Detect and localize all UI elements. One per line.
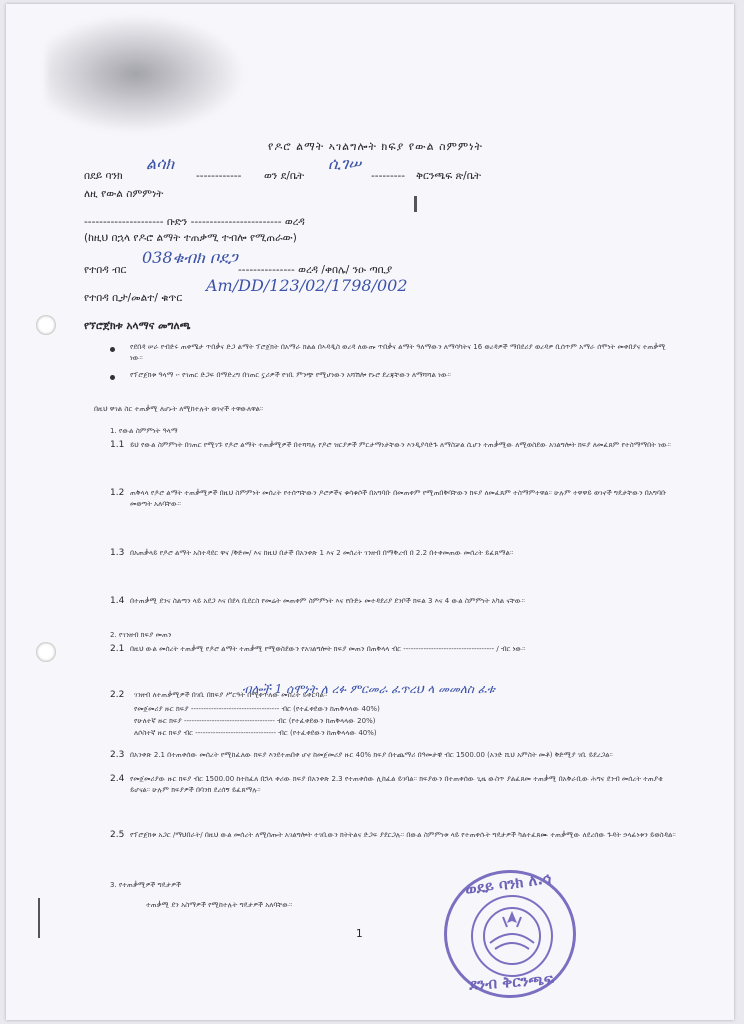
bullet-2-text: የፕሮጀክቱ ዓላማ ፡- የገጠር ድጋፍ በማድረግ በገጠር ኗሪዎች የገቢ ምንጭ የሚሆነውን አሻሽሎ የኑሮ ደረጃቸውን ለማሻሻል ነው።: [130, 371, 451, 379]
bank-stamp: [444, 870, 576, 998]
office-label: ቅርንጫፍ ጽ/ቤት: [416, 170, 482, 182]
stamp-bottom-text: ደንብ ቅርንጫፍ: [468, 970, 555, 994]
clause-1-2-number: 1.2: [110, 488, 125, 498]
handwritten-bank: ልሳክ: [146, 154, 175, 173]
contract-intro: ለዚ የውል ስምምነት: [84, 188, 164, 200]
bullet-1: [110, 347, 115, 352]
stamp-emblem: [471, 895, 553, 977]
clause-2-3-text: በአንቀጽ 2.1 በተጠቀሰው መሰረት የሚከፈለው ክፍያ እንደተጠበቀ ሆኖ ከመጀመሪያ ዙር 40% ክፍያ በተጨማሪ በዓመታዊ ብር 1500.00 (አንድ ሺህ አምስት መቶ) ቅድሚያ ገቢ ይደረጋል።: [130, 751, 613, 759]
bullet-1-text: የደበዳ ሠራ የብድሩ ጠቀሜታ ጥበቃና ድጋ ልማት ፕሮጀክት በአማራ ክልል በኣዳዲስ ወረዳ ለውጡ ጥበቃና ልማት ዓለማውን ለማሳካትና 16 ወረዳዎች ማበደሪያ ወረዳዎ ቢሰጥም አማራ ሰሞነት መቀበያና ተጠቃሚ ነው።: [130, 343, 666, 362]
clause-1-2-text: ጠቅላላ የዶሮ ልማት ተጠቃሚዎች በዚህ ስምምነት መሰረት የተሰጣቸውን ዶሮዎችና ቁሳቁሶች በአግባቡ በመጠቀም የሚጠበቅባቸውን ክፍያ ለመፈጸም ተስማምተዋል። ሁሉም ተዋዋይ ወገኖች ግዴታቸውን በአግባቡ መወጣት አለባቸው።: [130, 489, 667, 508]
id-number-label: የተበዳ ቢታ/መልተ/ ቁጥር: [84, 292, 183, 304]
clause-1-4-number: 1.4: [110, 596, 125, 606]
installment-2: የሁለተኛ ዙር ክፍያ ------------------------------------ ብር (የተፈቀደውን ከጠቅላላው 20%): [134, 717, 376, 725]
punch-hole-top: [36, 315, 56, 335]
punch-hole-bottom: [36, 642, 56, 662]
installment-1: የመጀመሪያ ዙር ክፍያ ----------------------------------- ብር (የተፈቀደውን ከጠቅላላው 40%): [134, 705, 380, 713]
clause-1-3-number: 1.3: [110, 548, 125, 558]
parties-intro: በዚህ ዋገል ስር ተጠቃሚ ለሆኑት ለሚከተሉት ወገኖች ተዋውለዋል።: [94, 405, 264, 413]
handwritten-payment-note: ብሎች 1 ሰሞነት ለ ረፉ ምርመራ ፈጥረህ ላ መመለስ ፈቱ: [242, 682, 495, 696]
team-district-line: --------------------- ቡድን ------------------------ ወረዳ: [84, 216, 305, 228]
scan-mark: [414, 196, 417, 212]
clause-2-2-number: 2.2: [110, 690, 125, 700]
section-3-heading: 3. የተጠቃሚዎች ግዴታዎች: [110, 881, 181, 889]
clause-1-3-text: በአጠቃላይ የዶሮ ልማት አስተዳደር ዋና /ቅድመ/ እና ከዚህ በታች በአንቀጽ 1 እና 2 መሰረት ገንዘብ በማቅረብ በ 2.2 በተቀመጠው መሰረት ይፈጸማል።: [130, 549, 514, 557]
clause-2-4-text: የመጀመሪያው ዙር ክፍያ ብር 1500.00 ከተከፈለ በኋላ ቀሪው ክፍያ በአንቀጽ 2.3 የተጠቀሰው ሊከፈል ይገባል። ክፍያውን በተጠቀሰው ጊዜ ውስጥ ያልፈጸመ ተጠቃሚ በአቅራቢው ሕግና ደንብ መሰረት ተጠያቂ ይሆናል። ሁሉም ክፍያዎች በባንክ ደረሰኝ ይፈጸማሉ።: [130, 775, 663, 794]
clause-1-1-number: 1.1: [110, 440, 125, 450]
scan-mark-left: [38, 898, 40, 938]
section-2-heading: 2. የገንዘብ ክፍያ መጠን: [110, 631, 172, 639]
clause-2-3-number: 2.3: [110, 750, 125, 760]
beneficiary-note: (ከዚህ በኋላ የዶሮ ልማት ተጠቃሚ ተብሎ የሚጠራው): [84, 232, 297, 244]
bullet-2: [110, 375, 115, 380]
installment-3: ለሶስተኛ ዙር ክፍያ ብር -------------------------------- ብር (የተፈቀደውን ከጠቅላላው 40%): [134, 729, 377, 737]
clause-2-4-number: 2.4: [110, 774, 125, 784]
clause-2-1-text: በዚህ ውል መሰረት ተጠቃሚ የዶሮ ልማት ተጠቃሚ የሚወስደውን የአገልግሎት ክፍያ መጠን በጠቅላላ ብር ------------------------------------ / ብር ነው።: [130, 645, 526, 653]
page-number: 1: [356, 928, 363, 940]
clause-2-2-lead: ገንዘብ ለተጠቃሚዎች በገቢ በክፍያ ሥርዓት በሚቀጥለው መሰረት ይቀርባል።: [134, 691, 328, 699]
clause-1-4-text: በተጠቃሚ ደንና ስልጣን ላይ አደጋ እና በደላ ቢደርስ የመሬት መጠቀም ስምምነት እና የቡድኑ መተዳደሪያ ደንቦች ክፍል 3 እና 4 ውል ስምምነት አካል ናቸው።: [130, 597, 525, 605]
district-kebele-line: --------------- ወረዳ /ቀበሌ/ ንዑ ጣቢያ: [238, 264, 393, 276]
stamp-top-text: ወደይ ባንክ ለ.ኅ: [464, 869, 553, 899]
clause-1-1-text: ይህ የውል ስምምነት በገጠር የሚገኙ የዶሮ ልማት ተጠቃሚዎች በተሻሻሉ የዶሮ ዝርያዎች ምርታማነታቸውን እንዲያሳድጉ ለማስቻል ሲሆን ተጠቃሚው ለሚወስደው አገልግሎት ክፍያ ለመፈጸም የተስማማበት ነው።: [130, 441, 671, 449]
handwritten-id-number: Am/DD/123/02/1798/002: [206, 276, 408, 295]
clause-2-1-number: 2.1: [110, 644, 125, 654]
toner-smudge: [46, 14, 246, 134]
clause-2-5-number: 2.5: [110, 830, 125, 840]
bank-label: በደይ ባንክ: [84, 170, 123, 182]
branch-label: ወን ደ/ቤት: [264, 170, 305, 182]
section-1-heading: 1. የውል ስምምነት ዓላማ: [110, 427, 178, 435]
handwritten-branch: ሲገሠ: [328, 154, 362, 173]
document-page: የዶሮ ልማት ኣገልግሎት ክፍያ የውል ስምምነት በደይ ባንክ ልሳክ ------------ ወን ደ/ቤት ሲገሠ --------- ቅርንጫፍ ጽ/ቤት ለዚ የውል ስምምነት --------------------- ቡድን ------------------------ ወረዳ (ከዚህ በኋላ የዶሮ ልማት ተጠቃሚ ተብሎ የሚጠራው) የተበዳ ብር 038ቁብክ ቦደጋ --------------- ወረዳ /ቀበሌ/ ንዑ ጣቢያ የተበዳ ቢታ/መልተ/ ቁጥር Am/DD/123/02/1798/002 የኘሮጀክቱ አላማና መግለጫ የደበዳ ሠራ የብድሩ ጠቀሜታ ጥበቃና ድጋ ልማት ፕሮጀክት በአማራ ክልል በኣዳዲስ ወረዳ ለውጡ ጥበቃና ልማት ዓለማውን ለማሳካትና 16 ወረዳዎች ማበደሪያ ወረዳዎ ቢሰጥም አማራ ሰሞነት መቀበያና ተጠቃሚ ነው። የፕሮጀክቱ ዓላማ ፡- የገጠር ድጋፍ በማድረግ በገጠር ኗሪዎች የገቢ ምንጭ የሚሆነውን አሻሽሎ የኑሮ ደረጃቸውን ለማሻሻል ነው። በዚህ ዋገል ስር ተጠቃሚ ለሆኑት ለሚከተሉት ወገኖች ተዋውለዋል። 1. የውል ስምምነት ዓላማ 1.1 ይህ የውል ስምምነት በገጠር የሚገኙ የዶሮ ልማት ተጠቃሚዎች በተሻሻሉ የዶሮ ዝርያዎች ምርታማነታቸውን እንዲያሳድጉ ለማስቻል ሲሆን ተጠቃሚው ለሚወስደው አገልግሎት ክፍያ ለመፈጸም የተስማማበት ነው። 1.2 ጠቅላላ የዶሮ ልማት ተጠቃሚዎች በዚህ ስምምነት መሰረት የተሰጣቸውን ዶሮዎችና ቁሳቁሶች በአግባቡ በመጠቀም የሚጠበቅባቸውን ክፍያ ለመፈጸም ተስማምተዋል። ሁሉም ተዋዋይ ወገኖች ግዴታቸውን በአግባቡ መወጣት አለባቸው። 1.3 በአጠቃላይ የዶሮ ልማት አስተዳደር ዋና /ቅድመ/ እና ከዚህ በታች በአንቀጽ 1 እና 2 መሰረት ገንዘብ በማቅረብ በ 2.2 በተቀመጠው መሰረት ይፈጸማል። 1.4 በተጠቃሚ ደንና ስልጣን ላይ አደጋ እና በደላ ቢደርስ የመሬት መጠቀም ስምምነት እና የቡድኑ መተዳደሪያ ደንቦች ክፍል 3 እና 4 ውል ስምምነት አካል ናቸው። 2. የገንዘብ ክፍያ መጠን 2.1 በዚህ ውል መሰረት ተጠቃሚ የዶሮ ልማት ተጠቃሚ የሚወስደውን የአገልግሎት ክፍያ መጠን በጠቅላላ ብር ------------------------------------ / ብር ነው። 2.2 ገንዘብ ለተጠቃሚዎች በገቢ በክፍያ ሥርዓት በሚቀጥለው መሰረት ይቀርባል። ብሎች 1 ሰሞነት ለ ረፉ ምርመራ ፈጥረህ ላ መመለስ ፈቱ የመጀመሪያ ዙር ክፍያ ----------------------------------- ብር (የተፈቀደውን ከጠቅላላው 40%) የሁለተኛ ዙር ክፍያ ------------------------------------ ብር (የተፈቀደውን ከጠቅላላው 20%) ለሶስተኛ ዙር ክፍያ ብር -------------------------------- ብር (የተፈቀደውን ከጠቅላላው 40%) 2.3 በአንቀጽ 2.1 በተጠቀሰው መሰረት የሚከፈለው ክፍያ እንደተጠበቀ ሆኖ ከመጀመሪያ ዙር 40% ክፍያ በተጨማሪ በዓመታዊ ብር 1500.00 (አንድ ሺህ አምስት መቶ) ቅድሚያ ገቢ ይደረጋል። 2.4 የመጀመሪያው ዙር ክፍያ ብር 1500.00 ከተከፈለ በኋላ ቀሪው ክፍያ በአንቀጽ 2.3 የተጠቀሰው ሊከፈል ይገባል። ክፍያውን በተጠቀሰው ጊዜ ውስጥ ያልፈጸመ ተጠቃሚ በአቅራቢው ሕግና ደንብ መሰረት ተጠያቂ ይሆናል። ሁሉም ክፍያዎች በባንክ ደረሰኝ ይፈጸማሉ። 2.5 የፕሮጀክቱ አጋር /ማህበራት/ በዚህ ውል መሰረት ለሚሰጡት አገልግሎት ተገቢውን ክትትልና ድጋፍ ያደርጋሉ። በውል ስምምነቱ ላይ የተጠቀሱት ግዴታዎች ካልተፈጸሙ ተጠቃሚው ለደረሰው ጉዳት ኃላፊነቱን ይወስዳል። 3. የተጠቃሚዎች ግዴታዎች ተጠቃሚ ደን አስማዎች የሚከተሉት ግዴታዎች አለባቸው። 1 ወደይ ባንክ ለ.ኅ ደንብ ቅርንጫፍ: [6, 4, 734, 1020]
borrower-label: የተበዳ ብር: [84, 264, 127, 276]
section-3-intro: ተጠቃሚ ደን አስማዎች የሚከተሉት ግዴታዎች አለባቸው።: [146, 901, 293, 909]
stamp-emblem-icon: [473, 897, 551, 975]
document-title: የዶሮ ልማት ኣገልግሎት ክፍያ የውል ስምምነት: [268, 140, 483, 153]
clause-2-5-text: የፕሮጀክቱ አጋር /ማህበራት/ በዚህ ውል መሰረት ለሚሰጡት አገልግሎት ተገቢውን ክትትልና ድጋፍ ያደርጋሉ። በውል ስምምነቱ ላይ የተጠቀሱት ግዴታዎች ካልተፈጸሙ ተጠቃሚው ለደረሰው ጉዳት ኃላፊነቱን ይወስዳል።: [130, 831, 676, 839]
handwritten-borrower: 038ቁብክ ቦደጋ: [142, 248, 238, 267]
project-heading: የኘሮጀክቱ አላማና መግለጫ: [84, 320, 191, 332]
